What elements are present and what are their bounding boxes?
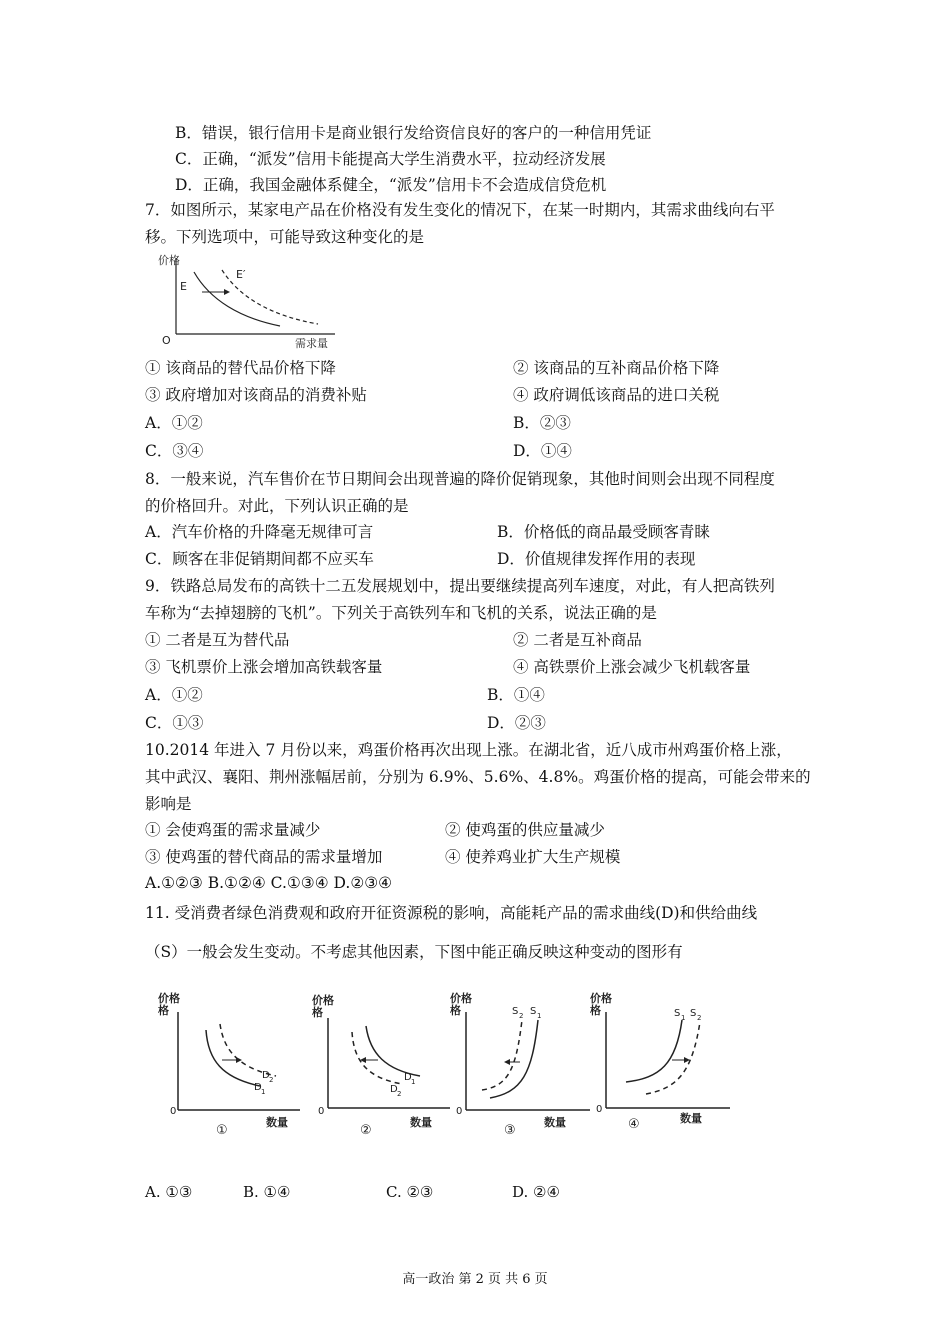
- q11-stem-line1: 11. 受消费者绿色消费观和政府开征资源税的影响，高能耗产品的需求曲线(D)和供给曲线: [145, 904, 758, 922]
- q11-g4-label-s2: S: [690, 1008, 697, 1019]
- q7-option-d: D．①④: [513, 442, 572, 460]
- q11-g4-number: ④: [628, 1117, 640, 1132]
- q11-g4-label-s1-sub: 1: [681, 1014, 686, 1022]
- q11-g2-origin: 0: [318, 1106, 325, 1117]
- q11-graph-1: [150, 990, 310, 1140]
- q10-stem-line2: 其中武汉、襄阳、荆州涨幅居前，分别为 6.9%、5.6%、4.8%。鸡蛋价格的提高，可能会带来的: [145, 768, 811, 786]
- q7-statement-4: ④ 政府调低该商品的进口关税: [513, 386, 720, 404]
- q11-option-d: D. ②④: [512, 1183, 560, 1201]
- q7-graph-curve-e: E: [180, 280, 187, 293]
- q11-graph-4: [590, 990, 750, 1140]
- q11-g1-origin: 0: [170, 1106, 177, 1117]
- q8-option-c: C．顾客在非促销期间都不应买车: [145, 550, 374, 568]
- q11-g1-label-d2-sub: 2: [269, 1076, 274, 1084]
- q7-demand-graph: [150, 250, 350, 350]
- q11-option-c: C. ②③: [386, 1183, 434, 1201]
- q10-options: A.①②③ B.①②④ C.①③④ D.②③④: [145, 874, 393, 892]
- q10-stem-line1: 10.2014 年进入 7 月份以来，鸡蛋价格再次出现上涨。在湖北省，近八成市州鸡蛋价格上涨，: [145, 741, 792, 759]
- q11-g2-ylabel2: 格: [312, 1006, 323, 1019]
- q8-stem-line2: 的价格回升。对此，下列认识正确的是: [145, 497, 409, 515]
- page-footer: 高一政治 第 2 页 共 6 页: [402, 1272, 548, 1287]
- q11-g1-label-d2: D: [262, 1070, 270, 1081]
- q11-option-a: A. ①③: [145, 1183, 193, 1201]
- q9-option-c: C．①③: [145, 714, 204, 732]
- q9-statement-1: ① 二者是互为替代品: [145, 631, 290, 649]
- q11-g1-ylabel2: 格: [158, 1004, 169, 1017]
- q7-statement-3: ③ 政府增加对该商品的消费补贴: [145, 386, 367, 404]
- q8-option-a: A．汽车价格的升降毫无规律可言: [145, 523, 374, 541]
- q7-graph-xlabel: 需求量: [295, 337, 328, 350]
- q7-statement-1: ① 该商品的替代品价格下降: [145, 359, 336, 377]
- q10-statement-2: ② 使鸡蛋的供应量减少: [445, 821, 605, 839]
- q10-statement-3: ③ 使鸡蛋的替代商品的需求量增加: [145, 848, 383, 866]
- q11-stem-line2: （S）一般会发生变动。不考虑其他因素，下图中能正确反映这种变动的图形有: [145, 943, 683, 961]
- q7-graph-ylabel: 价格: [158, 254, 180, 267]
- q9-statement-2: ② 二者是互补商品: [513, 631, 642, 649]
- q7-statement-2: ② 该商品的互补商品价格下降: [513, 359, 720, 377]
- q9-option-a: A．①②: [145, 686, 203, 704]
- q8-option-b: B．价格低的商品最受顾客青睐: [497, 523, 710, 541]
- q11-g2-ylabel: 价格: [312, 994, 334, 1007]
- q11-g3-label-s1-sub: 1: [537, 1012, 542, 1020]
- q10-statement-4: ④ 使养鸡业扩大生产规模: [445, 848, 621, 866]
- q11-graph-3: [450, 990, 610, 1140]
- q7-stem-line1: 7．如图所示，某家电产品在价格没有发生变化的情况下，在某一时期内，其需求曲线向右平: [145, 201, 775, 219]
- q11-g3-label-s2-sub: 2: [519, 1012, 524, 1020]
- q11-g2-number: ②: [360, 1123, 372, 1138]
- q11-g4-origin: 0: [596, 1104, 603, 1115]
- q11-g3-label-s1: S: [530, 1006, 537, 1017]
- q11-g1-label-d1-sub: 1: [261, 1088, 266, 1096]
- q11-option-b: B. ①④: [243, 1183, 291, 1201]
- q9-statement-4: ④ 高铁票价上涨会减少飞机载客量: [513, 658, 751, 676]
- q7-graph-curve-e-prime: E′: [236, 268, 246, 281]
- q8-stem-line1: 8．一般来说，汽车售价在节日期间会出现普遍的降价促销现象，其他时间则会出现不同程度: [145, 470, 775, 488]
- q9-option-d: D．②③: [487, 714, 546, 732]
- q7-stem-line2: 移。下列选项中，可能导致这种变化的是: [145, 228, 425, 246]
- q11-g2-xlabel: 数量: [410, 1116, 432, 1129]
- q7-graph-origin: O: [162, 334, 171, 347]
- q9-option-b: B．①④: [487, 686, 545, 704]
- q11-g2-label-d1: D: [404, 1072, 412, 1083]
- q6-option-c: C．正确，“派发”信用卡能提高大学生消费水平，拉动经济发展: [175, 150, 606, 168]
- q8-option-d: D．价值规律发挥作用的表现: [497, 550, 696, 568]
- q11-g1-ylabel: 价格: [158, 992, 180, 1005]
- q11-g3-xlabel: 数量: [544, 1116, 566, 1129]
- q11-g3-ylabel2: 格: [450, 1004, 461, 1017]
- q11-g4-xlabel: 数量: [680, 1112, 702, 1125]
- q6-option-b: B．错误，银行信用卡是商业银行发给资信良好的客户的一种信用凭证: [175, 124, 652, 142]
- q11-g2-label-d1-sub: 1: [411, 1078, 416, 1086]
- q11-g3-origin: 0: [456, 1106, 463, 1117]
- q11-g1-label-d1: D: [254, 1082, 262, 1093]
- q11-g3-number: ③: [504, 1123, 516, 1138]
- q11-graph-2: [310, 990, 470, 1140]
- q11-g1-xlabel: 数量: [266, 1116, 288, 1129]
- q7-option-b: B．②③: [513, 414, 571, 432]
- q11-g4-label-s1: S: [674, 1008, 681, 1019]
- q9-stem-line1: 9．铁路总局发布的高铁十二五发展规划中，提出要继续提高列车速度，对此，有人把高铁列: [145, 577, 775, 595]
- q11-g4-ylabel2: 格: [590, 1004, 601, 1017]
- q9-statement-3: ③ 飞机票价上涨会增加高铁载客量: [145, 658, 383, 676]
- q11-g4-ylabel: 价格: [590, 992, 612, 1005]
- q11-g3-ylabel: 价格: [450, 992, 472, 1005]
- q7-option-c: C．③④: [145, 442, 204, 460]
- q10-statement-1: ① 会使鸡蛋的需求量减少: [145, 821, 321, 839]
- q11-g3-label-s2: S: [512, 1006, 519, 1017]
- q11-g4-label-s2-sub: 2: [697, 1014, 702, 1022]
- q10-stem-line3: 影响是: [145, 795, 192, 813]
- q11-g1-number: ①: [216, 1123, 228, 1138]
- q7-option-a: A．①②: [145, 414, 203, 432]
- q11-g2-label-d2-sub: 2: [397, 1090, 402, 1098]
- q9-stem-line2: 车称为“去掉翅膀的飞机”。下列关于高铁列车和飞机的关系，说法正确的是: [145, 604, 657, 622]
- q11-g2-label-d2: D: [390, 1084, 398, 1095]
- q6-option-d: D．正确，我国金融体系健全，“派发”信用卡不会造成信贷危机: [175, 176, 607, 194]
